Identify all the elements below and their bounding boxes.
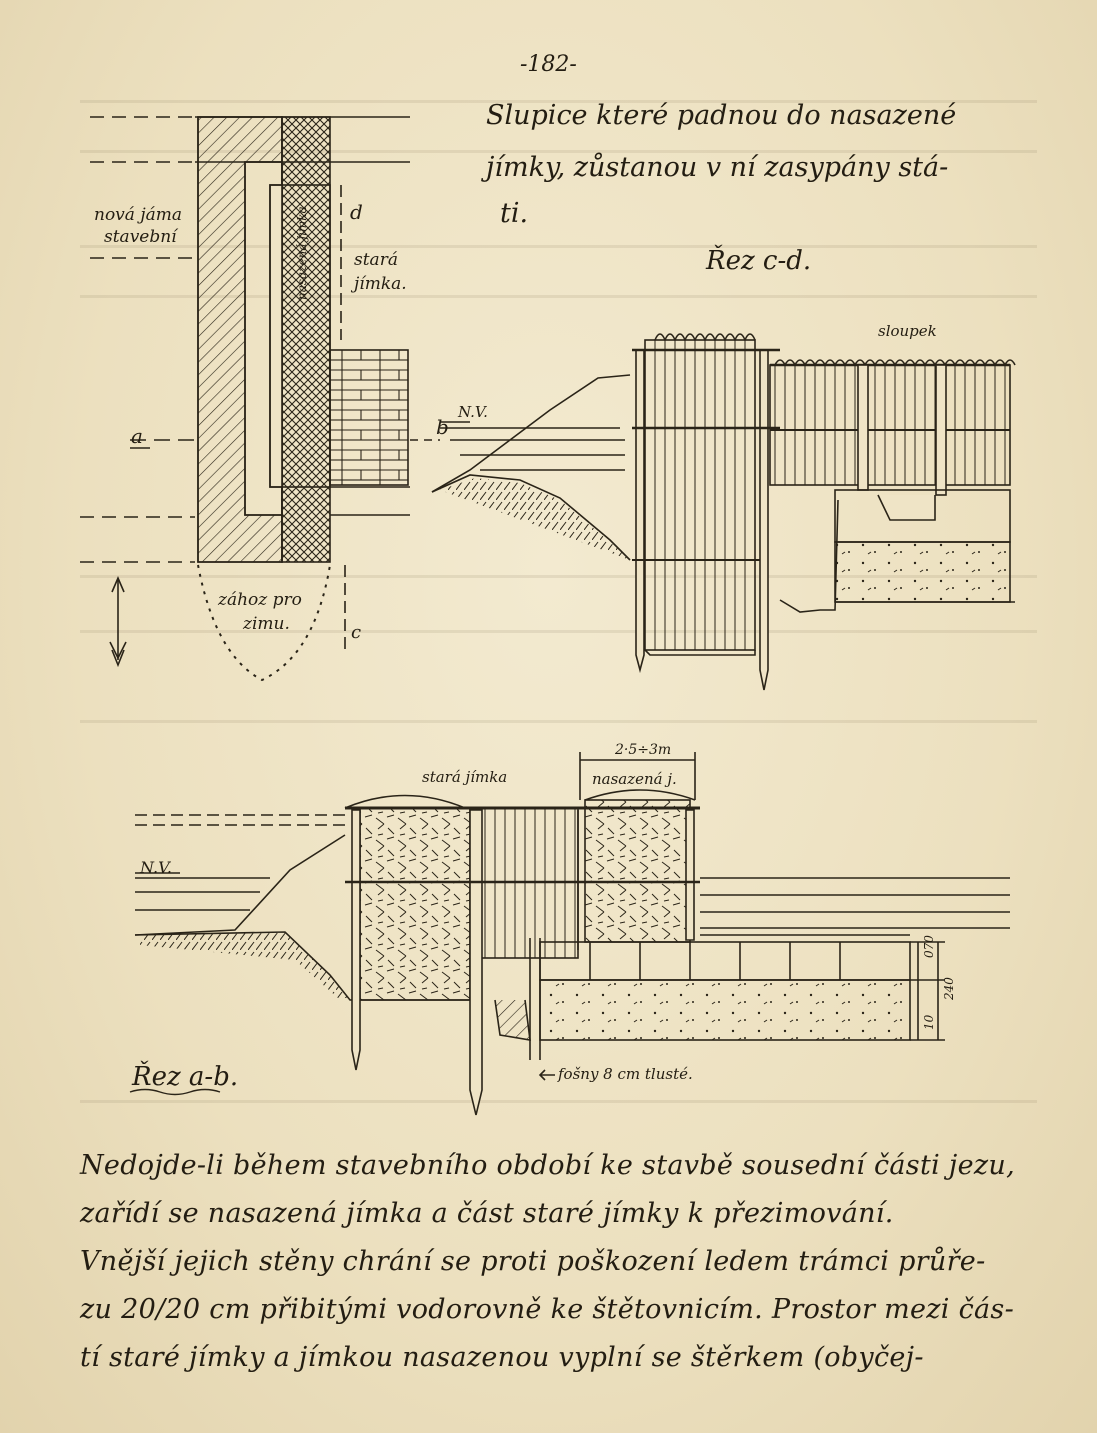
label-jimka: jímka. xyxy=(354,274,407,294)
label-nasazena-jimka: nasazená jímka xyxy=(295,206,309,300)
body-line-2: zařídí se nasazená jímka a část staré jímky k přezimování. xyxy=(80,1198,894,1229)
label-c: c xyxy=(351,622,362,643)
caption-line-1: Slupice které padnou do nasazené xyxy=(486,100,957,131)
label-a: a xyxy=(131,424,143,448)
label-dimension: 2·5÷3m xyxy=(615,742,672,758)
page-number: -182- xyxy=(520,52,577,77)
label-stara-jimka: stará jímka xyxy=(422,768,508,786)
body-line-3: Vnější jejich stěny chrání se proti poškození ledem trámci průře- xyxy=(80,1246,986,1277)
dim-070: 070 xyxy=(922,935,936,958)
title-section-cd: Řez c-d. xyxy=(706,246,812,276)
label-zahoz: zához pro xyxy=(218,590,302,610)
label-d: d xyxy=(350,200,363,224)
label-zimu: zimu. xyxy=(243,614,290,634)
section-cd-drawing xyxy=(432,334,1015,690)
label-nova-jama: nová jáma xyxy=(94,205,182,225)
label-stavebni: stavební xyxy=(104,227,177,247)
label-b: b xyxy=(436,415,449,439)
body-line-4: zu 20/20 cm přibitými vodorovně ke štětovnicím. Prostor mezi čás- xyxy=(80,1294,1014,1325)
caption-line-3: ti. xyxy=(500,198,529,229)
dim-10: 10 xyxy=(922,1014,936,1030)
caption-line-2: jímky, zůstanou v ní zasypány stá- xyxy=(486,152,949,183)
body-line-1: Nedojde-li během stavebního období ke stavbě sousední části jezu, xyxy=(80,1150,1015,1181)
label-fosny: fošny 8 cm tlusté. xyxy=(558,1065,693,1083)
dim-240: 240 xyxy=(942,977,956,1000)
title-section-ab: Řez a-b. xyxy=(132,1062,239,1092)
label-stara: stará xyxy=(354,250,398,270)
body-line-5: tí staré jímky a jímkou nasazenou vyplní se štěrkem (obyčej- xyxy=(80,1342,924,1373)
section-ab-drawing xyxy=(135,752,1010,1115)
label-nasazena: nasazená j. xyxy=(592,770,677,788)
label-nv-ab: N.V. xyxy=(140,858,172,877)
label-nv-cd: N.V. xyxy=(458,403,488,421)
label-sloupek: sloupek xyxy=(878,322,937,340)
